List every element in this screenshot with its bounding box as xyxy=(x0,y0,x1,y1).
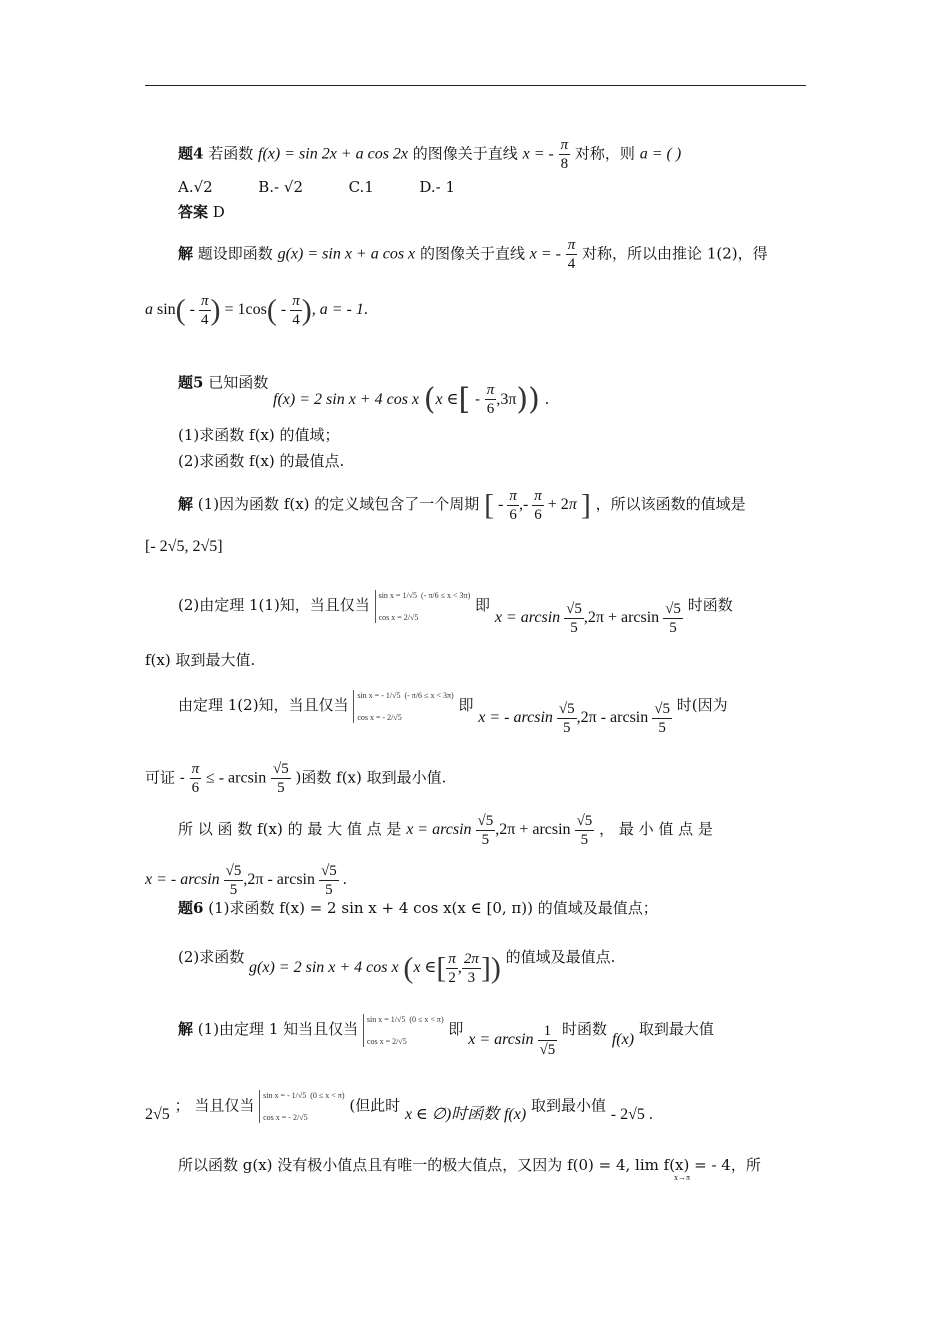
sol5-p6: x = - arcsin $\frac{√5}{5}$ ,2π - arcsin $\frac{√5}{5}$ . xyxy=(145,863,347,898)
q4-text-c: 对称，则 xyxy=(574,144,635,163)
sol5-p5: 所 以 函 数 f(x) 的 最 大 值 点 是 x = arcsin $\frac{√5}{5}$ ,2π + arcsin $\frac{√5}{5}$ ， 最 小 值 点 是 xyxy=(178,813,713,848)
q6-line2-b: 的值域及最值点. xyxy=(505,948,616,967)
sol5-p1: 解 (1)因为函数 f(x) 的定义域包含了一个周期 [ - $\frac{\pi}{6}$ ,- $\frac{\pi}{6}$ + 2π ] ，所以该函数的值域是 xyxy=(178,488,746,523)
q4-func: f(x) = sin 2x + a cos 2x xyxy=(258,145,409,163)
sol5-p2-c: 时函数 xyxy=(687,596,733,615)
q5-text-a: 已知函数 xyxy=(208,373,269,392)
q4-option-c: C.1 xyxy=(348,178,374,196)
q6-line1-text: (1)求函数 f(x) = 2 sin x + 4 cos x(x ∈ [0, π)) 的值域及最值点； xyxy=(208,899,658,917)
sol6-p1-a: (1)由定理 1 知当且仅当 xyxy=(197,1020,359,1039)
sol5-label: 解 xyxy=(178,495,194,514)
sol4-line-eq: x = - xyxy=(529,245,561,263)
sol4-text-b: 的图像关于直线 xyxy=(419,244,525,263)
q6-line1 xyxy=(178,898,658,918)
sol5-p2-a: (2)由定理 1(1)知，当且仅当 xyxy=(178,596,370,615)
sol4-func: g(x) = sin x + a cos x xyxy=(277,245,416,263)
sol5-p2: (2)由定理 1(1)知，当且仅当 sin x = 1/√5 (- π/6 ≤ x < 3π) cos x = 2/√5 即 x = arcsin $\frac{√5}{5}$ ,2π + arcsin $\frac{√5}{5}$ 时函数 xyxy=(178,590,733,636)
ans4-line xyxy=(178,202,225,222)
q6-label: 题6 xyxy=(178,899,204,917)
ans4-value: D xyxy=(212,203,225,221)
q5-func: f(x) = 2 sin x + 4 cos x xyxy=(273,390,420,408)
sol4-line1 xyxy=(178,236,768,273)
sol5-system-min: sin x = - 1/√5 (- π/6 ≤ x < 3π) cos x = - 2/√5 xyxy=(353,690,453,723)
sol5-range: [- 2√5, 2√5] xyxy=(145,538,223,555)
sol5-p4-c: )函数 f(x) 取到最小值. xyxy=(295,768,447,787)
q5-sub2: (2)求函数 f(x) 的最值点. xyxy=(178,452,345,470)
sol5-p4-b: ≤ - arcsin xyxy=(205,769,267,787)
sol5-p3-a: 由定理 1(2)知，当且仅当 xyxy=(178,696,349,715)
sol6-p1: 解 (1)由定理 1 知当且仅当 sin x = 1/√5 (0 ≤ x < π) cos x = 2/√5 即 x = arcsin $\frac{1}{√5}$ 时函数 f(x) 取到最大值 xyxy=(178,1014,714,1058)
q4-option-a: A.√2 xyxy=(178,178,213,196)
q4-options xyxy=(178,177,455,197)
q4-option-b: B.- √2 xyxy=(258,178,303,196)
sol5-p1-b: ，所以该函数的值域是 xyxy=(595,495,746,514)
q6-line2-a: (2)求函数 xyxy=(178,948,245,967)
q6-line2-func: g(x) = 2 sin x + 4 cos x xyxy=(249,959,399,977)
header-rule xyxy=(145,85,806,86)
sol6-p3: 所以函数 g(x) 没有极小值点且有唯一的极大值点，又因为 f(0) = 4, lim f(x) = - 4，所 xyxy=(178,1156,761,1174)
q4-label: 题4 xyxy=(178,144,204,163)
sol6-system-max: sin x = 1/√5 (0 ≤ x < π) cos x = 2/√5 xyxy=(363,1014,444,1047)
q4-text-b: 的图像关于直线 xyxy=(412,144,518,163)
sol4-eq-tail: , a = - 1 xyxy=(311,301,364,319)
sol4-text-c: 对称，所以由推论 1(2)，得 xyxy=(582,244,768,263)
sol5-p4: 可证 - $\frac{\pi}{6}$ ≤ - arcsin $\frac{√5}{5}$ )函数 f(x) 取到最小值. xyxy=(145,761,447,796)
sol6-system-min: sin x = - 1/√5 (0 ≤ x < π) cos x = - 2/√5 xyxy=(259,1090,344,1123)
sol5-system-max: sin x = 1/√5 (- π/6 ≤ x < 3π) cos x = 2/√5 xyxy=(375,590,471,623)
sol5-p2-b: 即 xyxy=(475,596,491,615)
q5-line: 题5 已知函数 f(x) = 2 sin x + 4 cos x (x ∈[ - $\frac{\pi}{6}$ ,3π)) . xyxy=(178,373,550,417)
q5-label: 题5 xyxy=(178,373,204,392)
ans4-label: 答案 xyxy=(178,203,209,221)
sol5-p4-a: 可证 - xyxy=(145,768,185,787)
q4-text-a: 若函数 xyxy=(208,144,254,163)
q4-line-eq: x = - xyxy=(522,145,554,163)
sol4-frac: $\frac{\pi}{4}$ xyxy=(567,237,576,272)
q4-line xyxy=(178,136,681,173)
sol5-p3-b: 即 xyxy=(458,696,474,715)
sol4-label: 解 xyxy=(178,244,194,263)
sol6-p2: 2√5 ； 当且仅当 sin x = - 1/√5 (0 ≤ x < π) cos x = - 2/√5 (但此时 x ∈ ∅)时函数 f(x) 取到最小值 - 2√5 . xyxy=(145,1091,653,1123)
sol5-p3: 由定理 1(2)知，当且仅当 sin x = - 1/√5 (- π/6 ≤ x < 3π) cos x = - 2/√5 即 x = - arcsin $\frac{√5}{5}$ ,2π - arcsin $\frac{√5}{5}$ 时(因为 xyxy=(178,690,728,736)
sol4-eq: a sin( - $\frac{\pi}{4}$ ) = 1cos( - $\frac{\pi}{4}$ ), a = - 1. xyxy=(145,293,368,328)
sol6-label: 解 xyxy=(178,1020,194,1039)
sol5-p2-d: f(x) 取到最大值. xyxy=(145,651,256,669)
sol4-text-a: 题设即函数 xyxy=(197,244,273,263)
sol6-lim-sub: x→π xyxy=(674,1173,691,1182)
sol5-p1-a: (1)因为函数 f(x) 的定义域包含了一个周期 xyxy=(197,495,480,514)
q4-ask: a = ( ) xyxy=(639,145,682,163)
q5-sub1: (1)求函数 f(x) 的值域； xyxy=(178,426,340,444)
sol5-p3-c: 时(因为 xyxy=(676,696,728,715)
q4-option-d: D.- 1 xyxy=(419,178,456,196)
q4-frac: $\frac{\pi}{8}$ xyxy=(560,137,569,172)
q6-line2: (2)求函数 g(x) = 2 sin x + 4 cos x (x ∈[ $\frac{\pi}{2}$ , $\frac{2\pi}{3}$ ]) 的值域及最值点. xyxy=(178,948,616,986)
